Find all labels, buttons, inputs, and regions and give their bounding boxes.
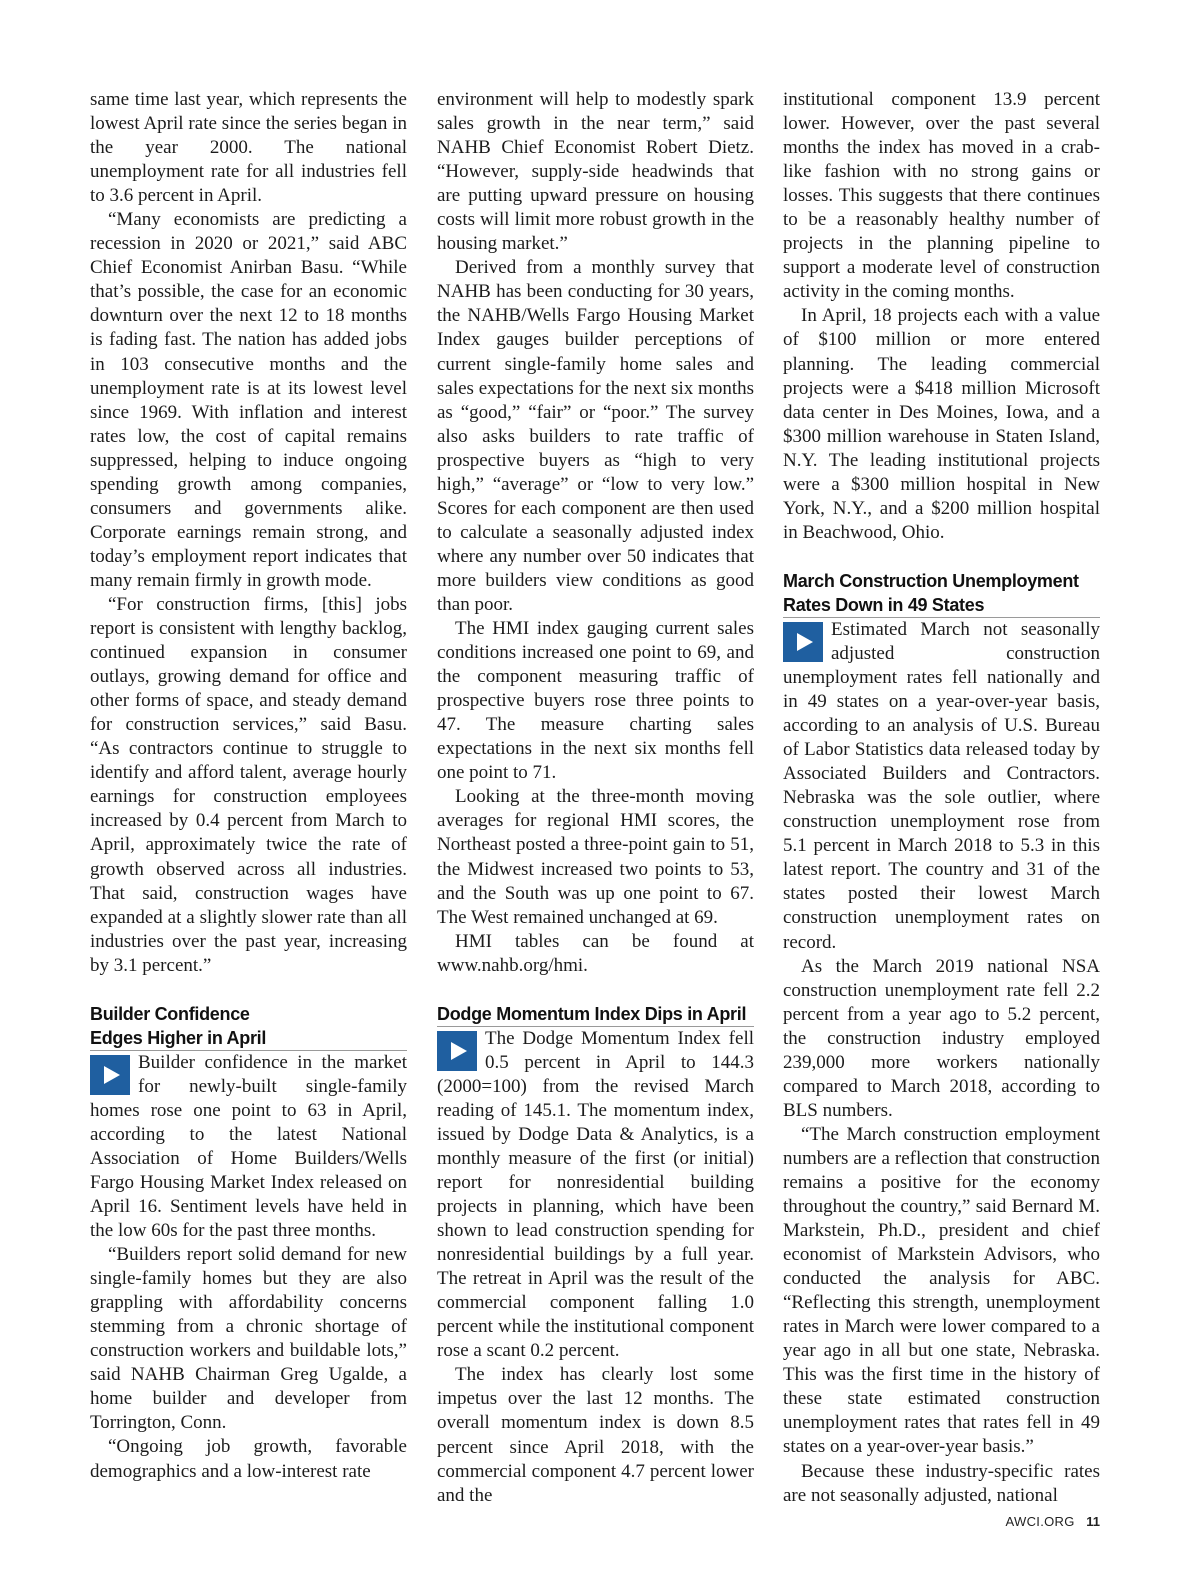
paragraph: Looking at the three-month moving averages for regional HMI scores, the Northeast posted a three-point gain to 51, the Midwest increased two points to 53, and the South was up one point to 67. The West remained unchanged at 69. <box>437 786 754 928</box>
paragraph: “For construction firms, [this] jobs report is consistent with lengthy backlog, continued expansion in consumer outlays, growing demand for office and other forms of space, and steady demand for construction services,” said Basu. “As contractors continue to struggle to identify and afford talent, average hourly earnings for construction employees increased by 0.4 percent from March to April, approximately twice the rate of growth observed across all industries. That said, construction wages have expanded at a slightly slower rate than all industries over the past year, increasing by 3.1 percent.” <box>90 593 407 976</box>
lead-text: The Dodge Momentum Index fell 0.5 percent in April to 144.3 (2000=100) from the revised March reading of 145.1. The momentum index, issued by Dodge Data & Analytics, is a monthly measure of the first (or initial) report for nonresidential building projects in planning, which have been shown to lead construction spending for nonresidential buildings by a full year. The retreat in April was the result of the commercial component falling 1.0 percent while the institutional component rose a scant 0.2 percent. <box>437 1027 754 1362</box>
paragraph: “Ongoing job growth, favorable demographics and a low-interest rate <box>90 1436 407 1482</box>
paragraph: “The March construction employment numbers are a reflection that construction remains a positive for the economy throughout the country,” said Bernard M. Markstein, Ph.D., president and chief economist of Markstein Advisors, who conducted the analysis for ABC. “Reflecting this strength, unemployment rates in March were lower compared to a year ago in all but one state, Nebraska. This was the first time in the history of these state estimated construction unemployment rates that rates fell in 49 states on a year-over-year basis.” <box>783 1123 1100 1458</box>
play-icon <box>437 1031 477 1071</box>
paragraph: environment will help to modestly spark sales growth in the near term,” said NAHB Chief Economist Robert Dietz. “However, supply-side headwinds that are putting upward pressure on housing costs will limit more robust growth in the housing market.” <box>437 89 754 255</box>
heading-line: March Construction Unemployment <box>783 570 1079 591</box>
lead-paragraph <box>90 1051 407 1243</box>
paragraph: “Builders report solid demand for new single-family homes but they are also grappling with affordability concerns stemming from a chronic shortage of construction workers and buildable lots,” said NAHB Chairman Greg Ugalde, a home builder and developer from Torrington, Conn. <box>90 1244 407 1434</box>
paragraph: same time last year, which represents the lowest April rate since the series began in the year 2000. The national unemployment rate for all industries fell to 3.6 percent in April. <box>90 89 407 207</box>
paragraph: In April, 18 projects each with a value of $100 million or more entered planning. The leading commercial projects were a $418 million Microsoft data center in Des Moines, Iowa, and a $300 million warehouse in Staten Island, N.Y. The leading institutional projects were a $300 million hospital in New York, N.Y., and a $200 million hospital in Beachwood, Ohio. <box>783 305 1100 543</box>
article-column-3 <box>783 88 1100 1508</box>
article-column-2 <box>437 88 754 1508</box>
paragraph: “Many economists are predicting a recession in 2020 or 2021,” said ABC Chief Economist Anirban Basu. “While that’s possible, the case for an economic downturn over the next 12 to 18 months is fading fast. The nation has added jobs in 103 consecutive months and the unemployment rate is at its lowest level since 1969. With inflation and interest rates low, the cost of capital remains suppressed, helping to induce ongoing spending growth among companies, consumers and governments alike. Corporate earnings remain strong, and today’s employment report indicates that many remain firmly in growth mode. <box>90 209 407 591</box>
paragraph: The index has clearly lost some impetus over the last 12 months. The overall momentum index is down 8.5 percent since April 2018, with the commercial component 4.7 percent lower and the <box>437 1364 754 1506</box>
play-icon <box>90 1055 130 1095</box>
paragraph: HMI tables can be found at www.nahb.org/hmi. <box>437 930 754 976</box>
section-heading-builder-confidence <box>90 1002 407 1051</box>
page-number: 11 <box>1086 1514 1100 1529</box>
lead-text: Estimated March not seasonally adjusted construction unemployment rates fell nationally and in 49 states on a year-over-year basis, according to an analysis of U.S. Bureau of Labor Statistics data released today by Associated Builders and Contractors. Nebraska was the sole outlier, where construction unemployment rose from 5.1 percent in March 2018 to 5.3 in this latest report. The country and 31 of the states posted their lowest March construction unemployment rates on record. <box>783 618 1100 953</box>
heading-line: Builder Confidence <box>90 1003 250 1024</box>
paragraph: As the March 2019 national NSA construction unemployment rate fell 2.2 percent from a year ago to 5.2 percent, the construction industry employed 239,000 more workers nationally compared to March 2018, according to BLS numbers. <box>783 955 1100 1121</box>
paragraph: Because these industry-specific rates are not seasonally adjusted, national <box>783 1460 1100 1506</box>
lead-text: Builder confidence in the market for newly-built single-family homes rose one point to 63 in April, according to the latest National Association of Home Builders/Wells Fargo Housing Market Index released on April 16. Sentiment levels have held in the low 60s for the past three months. <box>90 1051 407 1242</box>
heading-line: Rates Down in 49 States <box>783 594 985 615</box>
lead-paragraph <box>437 1027 754 1364</box>
article-column-1 <box>90 88 407 1484</box>
paragraph: Derived from a monthly survey that NAHB has been conducting for 30 years, the NAHB/Wells Fargo Housing Market Index gauges builder perceptions of current single-family home sales and sales expectations for the next six months as “good,” “fair” or “poor.” The survey also asks builders to rate traffic of prospective buyers as “high to very high,” “average” or “low to very low.” Scores for each component are then used to calculate a seasonally adjusted index where any number over 50 indicates that more builders view conditions as good than poor. <box>437 257 754 615</box>
footer-site: AWCI.ORG <box>1005 1514 1075 1529</box>
heading-line: Edges Higher in April <box>90 1027 267 1048</box>
play-icon <box>783 622 823 662</box>
paragraph: institutional component 13.9 percent lower. However, over the past several months the index has moved in a crab-like fashion with no strong gains or losses. This suggests that there continues to be a reasonably healthy number of projects in the planning pipeline to support a moderate level of construction activity in the coming months. <box>783 89 1100 303</box>
heading-line: Dodge Momentum Index Dips in April <box>437 1003 747 1024</box>
paragraph: The HMI index gauging current sales conditions increased one point to 69, and the component measuring traffic of prospective buyers rose three points to 47. The measure charting sales expectations in the next six months fell one point to 71. <box>437 618 754 784</box>
lead-paragraph <box>783 618 1100 955</box>
page-footer <box>960 1514 1100 1529</box>
section-heading-unemployment <box>783 569 1100 618</box>
section-heading-dodge-momentum <box>437 1002 754 1027</box>
